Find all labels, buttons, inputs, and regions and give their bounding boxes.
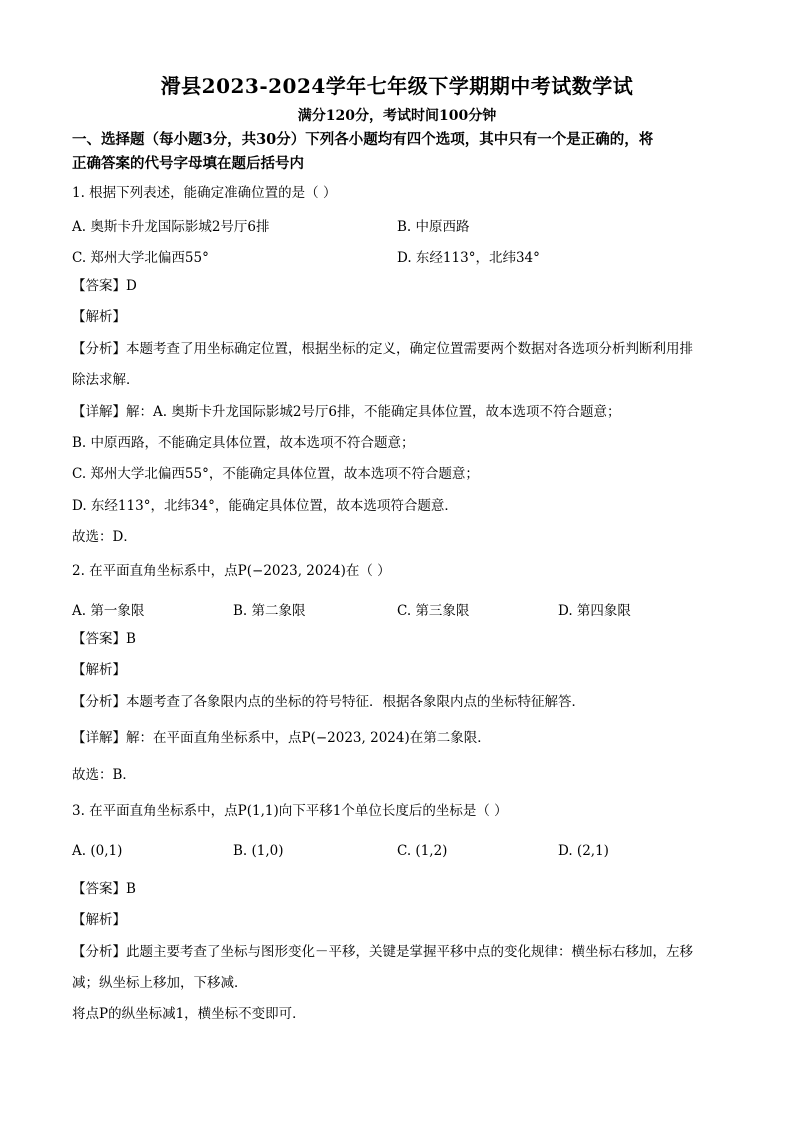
q2-analysis: 【分析】本题考查了各象限内点的坐标的符号特征．根据各象限内点的坐标特征解答． (72, 694, 585, 710)
q3-option-d: D. (2,1) (558, 843, 609, 859)
q1-answer: 【答案】D (72, 278, 137, 294)
q2-option-b: B. 第二象限 (233, 603, 306, 619)
section-heading-line1: 一、选择题（每小题3分，共30分）下列各小题均有四个选项，其中只有一个是正确的，将 (72, 131, 654, 148)
q3-hint: 将点P的纵坐标减1，横坐标不变即可． (72, 1006, 306, 1022)
q2-choose: 故选：B． (72, 767, 136, 783)
q1-detail-line4: D. 东经113°，北纬34°，能确定具体位置，故本选项符合题意． (72, 498, 458, 514)
q1-detail-line2: B. 中原西路，不能确定具体位置，故本选项不符合题意； (72, 435, 415, 451)
section-heading-line2: 正确答案的代号字母填在题后括号内 (72, 155, 304, 172)
q3-analysis-line2: 减；纵坐标上移加，下移减． (72, 975, 248, 991)
q3-jiexi-label: 【解析】 (72, 912, 126, 928)
q3-answer: 【答案】B (72, 881, 136, 897)
q2-option-a: A. 第一象限 (72, 603, 145, 619)
q2-answer: 【答案】B (72, 631, 136, 647)
q3-analysis-line1: 【分析】此题主要考查了坐标与图形变化－平移，关键是掌握平移中点的变化规律：横坐标右移加，左移 (72, 944, 693, 960)
page-title: 滑县2023-2024学年七年级下学期期中考试数学试 (160, 74, 634, 98)
q2-jiexi-label: 【解析】 (72, 662, 126, 678)
q2-option-d: D. 第四象限 (558, 603, 631, 619)
q2-detail: 【详解】解：在平面直角坐标系中，点P(−2023, 2024)在第二象限． (72, 730, 491, 746)
q1-jiexi-label: 【解析】 (72, 309, 126, 325)
q1-detail-line3: C. 郑州大学北偏西55°，不能确定具体位置，故本选项不符合题意； (72, 466, 479, 482)
q1-stem: 1. 根据下列表述，能确定准确位置的是（ ） (72, 185, 337, 201)
page-subtitle: 满分120分，考试时间100分钟 (297, 108, 497, 124)
q3-option-b: B. (1,0) (233, 843, 284, 859)
q2-stem: 2. 在平面直角坐标系中，点P(−2023, 2024)在（ ） (72, 563, 391, 579)
q3-option-a: A. (0,1) (72, 843, 123, 859)
q1-option-a: A. 奥斯卡升龙国际影城2号厅6排 (72, 219, 270, 235)
q1-option-c: C. 郑州大学北偏西55° (72, 250, 209, 266)
q1-analysis-line1: 【分析】本题考查了用坐标确定位置，根据坐标的定义，确定位置需要两个数据对各选项分析判断利用排 (72, 341, 693, 357)
q3-option-c: C. (1,2) (397, 843, 448, 859)
q1-option-b: B. 中原西路 (397, 219, 470, 235)
q3-stem: 3. 在平面直角坐标系中，点P(1,1)向下平移1个单位长度后的坐标是（ ） (72, 803, 508, 819)
q1-choose: 故选：D． (72, 529, 137, 545)
q1-option-d: D. 东经113°，北纬34° (397, 250, 540, 266)
q1-detail-line1: 【详解】解：A. 奥斯卡升龙国际影城2号厅6排，不能确定具体位置，故本选项不符合题意； (72, 404, 621, 420)
q2-option-c: C. 第三象限 (397, 603, 470, 619)
q1-analysis-line2: 除法求解． (72, 372, 140, 388)
